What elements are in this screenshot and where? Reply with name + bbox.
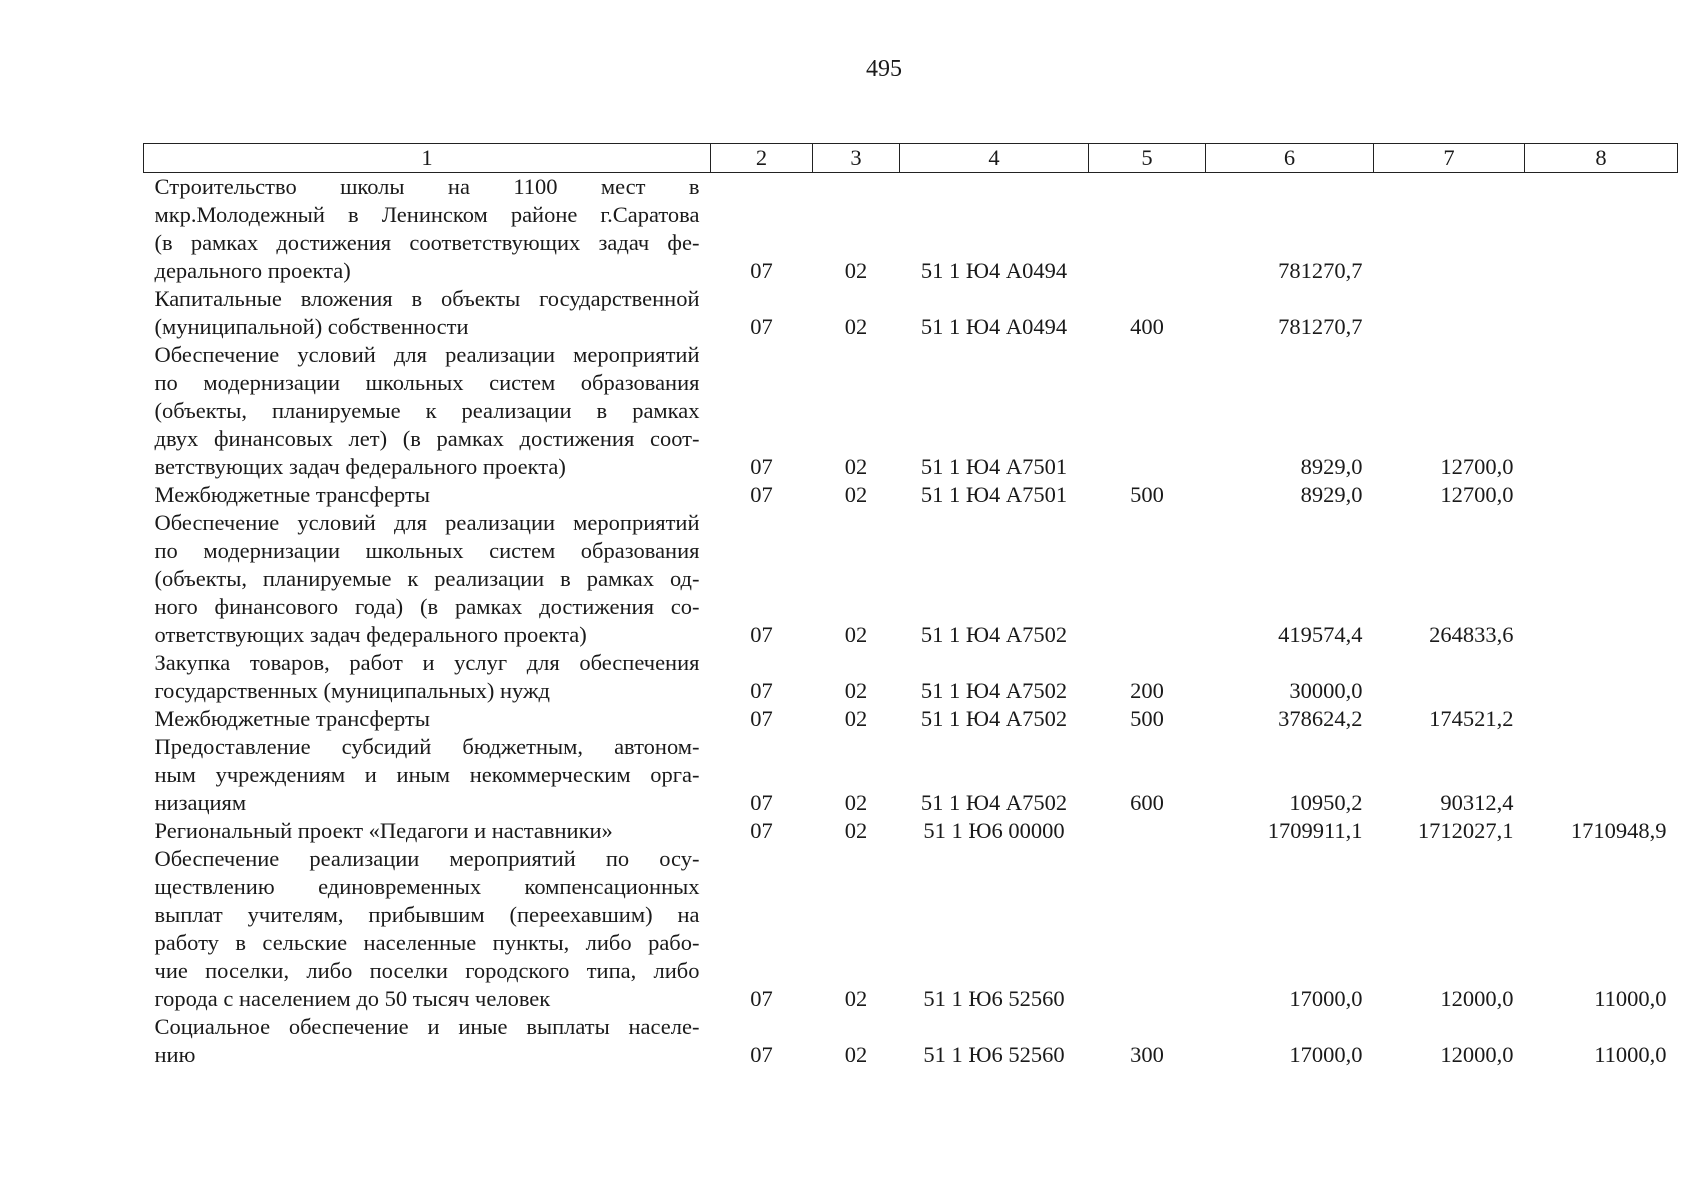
- section-code: 07: [750, 622, 773, 647]
- section-code: 07: [750, 706, 773, 731]
- description-line: по модернизации школьных систем образования: [154, 538, 700, 563]
- amount-col-7: [1374, 649, 1525, 705]
- description-line: (муниципальной) собственности: [154, 314, 469, 339]
- col-header-6: 6: [1206, 144, 1374, 173]
- amount-col-7: 90312,4: [1440, 790, 1514, 815]
- amount-col-8: [1525, 341, 1678, 481]
- row-description: [144, 817, 711, 845]
- section-code: 07: [750, 482, 773, 507]
- description-line: (объекты, планируемые к реализации в рамках: [154, 398, 700, 423]
- amount-col-6: 8929,0: [1300, 454, 1363, 479]
- amount-col-8: [1525, 509, 1678, 649]
- description-line: по модернизации школьных систем образования: [154, 370, 700, 395]
- subsection-code: 02: [844, 790, 868, 815]
- amount-col-6: 378624,2: [1278, 706, 1363, 731]
- amount-col-8: [1525, 173, 1678, 286]
- row-description: [144, 481, 711, 509]
- section-code: 07: [750, 818, 773, 843]
- header-row: [144, 144, 1678, 173]
- description-line: работу в сельские населенные пункты, либо рабо-: [154, 930, 700, 955]
- section-code: 07: [750, 1042, 773, 1067]
- amount-col-8: [1525, 285, 1678, 341]
- table-row: [144, 1013, 1678, 1069]
- table-row: [144, 845, 1678, 1013]
- description-line: двух финансовых лет) (в рамках достижения соот-: [154, 426, 700, 451]
- row-description: [144, 509, 711, 649]
- col-header-2: 2: [711, 144, 813, 173]
- subsection-code: 02: [844, 706, 868, 731]
- row-description: [144, 285, 711, 341]
- target-article-code: 51 1 Ю6 52560: [923, 1042, 1065, 1067]
- amount-col-7: 12700,0: [1440, 482, 1514, 507]
- subsection-code: 02: [844, 986, 868, 1011]
- description-line: ответствующих задач федерального проекта): [154, 622, 587, 647]
- amount-col-6: 8929,0: [1300, 482, 1363, 507]
- amount-col-7: 12000,0: [1440, 1042, 1514, 1067]
- subsection-code: 02: [844, 622, 868, 647]
- description-line: ществлению единовременных компенсационных: [154, 874, 700, 899]
- table-row: [144, 649, 1678, 705]
- description-line: чие поселки, либо поселки городского типа, либо: [154, 958, 700, 983]
- description-line: мкр.Молодежный в Ленинском районе г.Саратова: [154, 202, 700, 227]
- target-article-code: 51 1 Ю4 А7501: [920, 482, 1068, 507]
- subsection-code: 02: [844, 314, 868, 339]
- target-article-code: 51 1 Ю6 52560: [923, 986, 1065, 1011]
- section-code: 07: [750, 314, 773, 339]
- description-line: государственных (муниципальных) нужд: [154, 678, 550, 703]
- expense-type-code: 400: [1130, 314, 1164, 339]
- expense-type-code: 600: [1130, 790, 1164, 815]
- amount-col-6: 781270,7: [1278, 258, 1363, 283]
- description-line: (объекты, планируемые к реализации в рамках од-: [154, 566, 700, 591]
- table-row: [144, 733, 1678, 817]
- description-line: Закупка товаров, работ и услуг для обеспечения: [154, 650, 700, 675]
- amount-col-8: [1525, 705, 1678, 733]
- table-row: [144, 705, 1678, 733]
- row-description: [144, 1013, 711, 1069]
- row-description: [144, 649, 711, 705]
- amount-col-8: 11000,0: [1594, 986, 1667, 1011]
- amount-col-6: 781270,7: [1278, 314, 1363, 339]
- description-line: (в рамках достижения соответствующих задач фе-: [154, 230, 700, 255]
- amount-col-6: 10950,2: [1289, 790, 1363, 815]
- expense-type-code: 500: [1130, 482, 1164, 507]
- table-row: [144, 341, 1678, 481]
- row-description: [144, 705, 711, 733]
- target-article-code: 51 1 Ю4 А7502: [920, 678, 1068, 703]
- subsection-code: 02: [844, 678, 868, 703]
- expense-type-code: [1089, 845, 1206, 1013]
- expense-type-code: 300: [1130, 1042, 1164, 1067]
- amount-col-6: 419574,4: [1278, 622, 1363, 647]
- amount-col-7: 174521,2: [1429, 706, 1514, 731]
- description-line: низациям: [154, 790, 247, 815]
- col-header-5: 5: [1089, 144, 1206, 173]
- amount-col-6: 17000,0: [1289, 1042, 1363, 1067]
- table-body: [144, 173, 1678, 1070]
- expense-type-code: [1089, 341, 1206, 481]
- expense-type-code: [1089, 817, 1206, 845]
- budget-table: [143, 143, 1678, 1069]
- expense-type-code: 200: [1130, 678, 1164, 703]
- subsection-code: 02: [844, 818, 868, 843]
- section-code: 07: [750, 454, 773, 479]
- amount-col-8: [1525, 481, 1678, 509]
- target-article-code: 51 1 Ю4 А0494: [920, 314, 1068, 339]
- table-row: [144, 509, 1678, 649]
- description-line: выплат учителям, прибывшим (переехавшим) на: [154, 902, 700, 927]
- subsection-code: 02: [844, 482, 868, 507]
- description-line: ного финансового года) (в рамках достижения со-: [154, 594, 700, 619]
- amount-col-7: 1712027,1: [1417, 818, 1514, 843]
- amount-col-8: [1525, 733, 1678, 817]
- amount-col-8: [1525, 649, 1678, 705]
- amount-col-6: 17000,0: [1289, 986, 1363, 1011]
- row-description: [144, 341, 711, 481]
- subsection-code: 02: [844, 1042, 868, 1067]
- section-code: 07: [750, 790, 773, 815]
- description-line: Обеспечение условий для реализации мероприятий: [154, 342, 700, 367]
- table-row: [144, 285, 1678, 341]
- description-line: Капитальные вложения в объекты государственной: [154, 286, 700, 311]
- amount-col-6: 30000,0: [1289, 678, 1363, 703]
- amount-col-7: [1374, 173, 1525, 286]
- row-description: [144, 845, 711, 1013]
- col-header-8: 8: [1525, 144, 1678, 173]
- section-code: 07: [750, 678, 773, 703]
- description-line: ветствующих задач федерального проекта): [154, 454, 566, 479]
- description-line: города с населением до 50 тысяч человек: [154, 986, 551, 1011]
- target-article-code: 51 1 Ю4 А7502: [920, 790, 1068, 815]
- col-header-7: 7: [1374, 144, 1525, 173]
- amount-col-7: 12000,0: [1440, 986, 1514, 1011]
- amount-col-6: 1709911,1: [1267, 818, 1363, 843]
- subsection-code: 02: [844, 454, 868, 479]
- expense-type-code: [1089, 509, 1206, 649]
- page-number: 495: [866, 56, 902, 82]
- table-row: [144, 817, 1678, 845]
- col-header-4: 4: [900, 144, 1089, 173]
- description-line: Региональный проект «Педагоги и наставники»: [154, 818, 613, 843]
- target-article-code: 51 1 Ю4 А7502: [920, 706, 1068, 731]
- table-row: [144, 481, 1678, 509]
- amount-col-8: 1710948,9: [1570, 818, 1667, 843]
- description-line: Межбюджетные трансферты: [154, 706, 430, 731]
- section-code: 07: [750, 258, 773, 283]
- description-line: Строительство школы на 1100 мест в: [154, 174, 700, 199]
- description-line: нию: [154, 1042, 196, 1067]
- amount-col-7: 12700,0: [1440, 454, 1514, 479]
- section-code: 07: [750, 986, 773, 1011]
- expense-type-code: [1089, 173, 1206, 286]
- expense-type-code: 500: [1130, 706, 1164, 731]
- row-description: [144, 733, 711, 817]
- target-article-code: 51 1 Ю6 00000: [923, 818, 1065, 843]
- description-line: Межбюджетные трансферты: [154, 482, 430, 507]
- col-header-1: 1: [144, 144, 711, 173]
- target-article-code: 51 1 Ю4 А7501: [920, 454, 1068, 479]
- table-row: [144, 173, 1678, 286]
- description-line: Предоставление субсидий бюджетным, автоном-: [154, 734, 700, 759]
- description-line: Социальное обеспечение и иные выплаты населе-: [154, 1014, 700, 1039]
- description-line: Обеспечение реализации мероприятий по осу-: [154, 846, 700, 871]
- row-description: [144, 173, 711, 286]
- target-article-code: 51 1 Ю4 А7502: [920, 622, 1068, 647]
- amount-col-7: [1374, 285, 1525, 341]
- description-line: Обеспечение условий для реализации мероприятий: [154, 510, 700, 535]
- target-article-code: 51 1 Ю4 А0494: [920, 258, 1068, 283]
- description-line: дерального проекта): [154, 258, 351, 283]
- description-line: ным учреждениям и иным некоммерческим орга-: [154, 762, 700, 787]
- amount-col-8: 11000,0: [1594, 1042, 1667, 1067]
- amount-col-7: 264833,6: [1429, 622, 1514, 647]
- subsection-code: 02: [844, 258, 868, 283]
- col-header-3: 3: [813, 144, 900, 173]
